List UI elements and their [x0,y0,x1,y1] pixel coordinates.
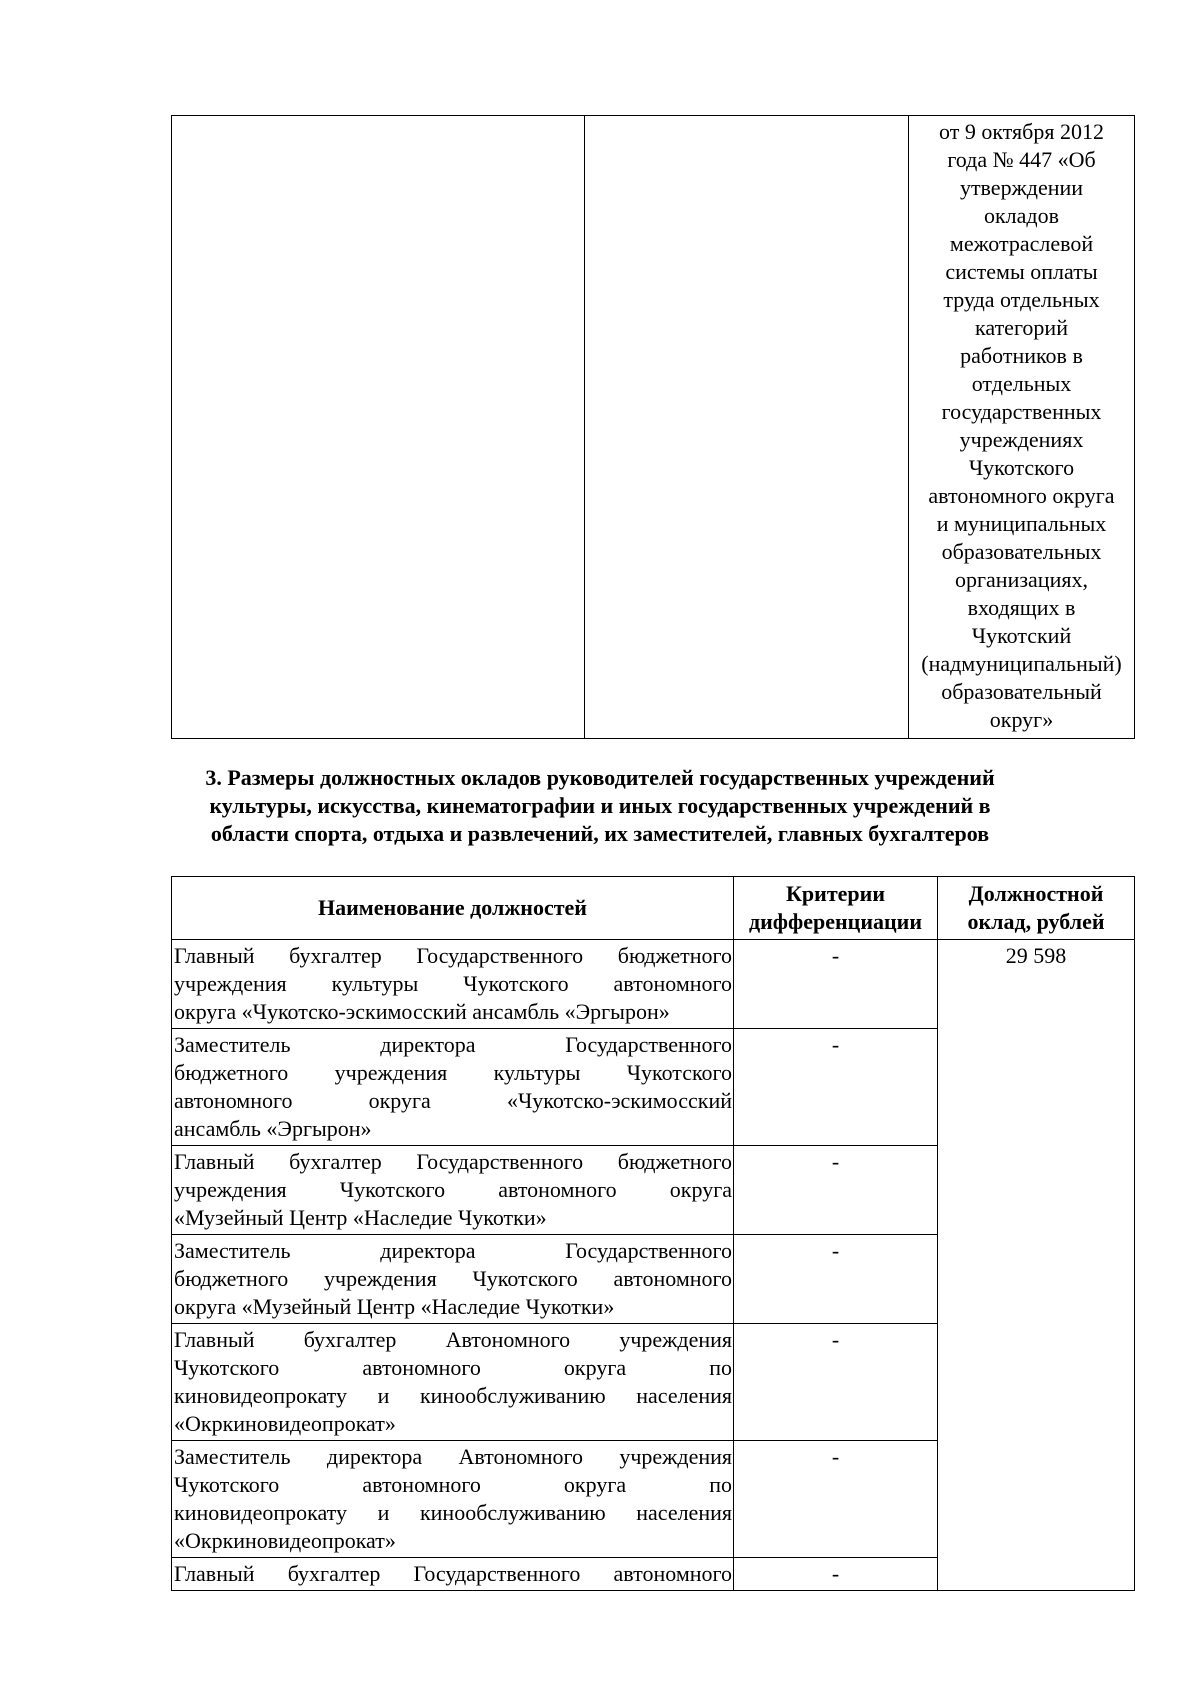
criteria-cell: - [734,1029,938,1146]
position-name-cell [172,940,734,1029]
salary-value-cell: 29 598 [938,940,1135,1591]
empty-cell-2 [585,116,909,739]
legal-reference-line: образовательный [941,679,1102,704]
position-name-line: учреждения Чукотского автономного округа [174,1177,732,1202]
position-name-line: Заместитель директора Государственного [174,1238,732,1263]
header-position-name: Наименование должностей [172,877,734,940]
section-heading-line: 3. Размеры должностных окладов руководителей государственных учреждений [205,765,995,790]
position-name-line: учреждения культуры Чукотского автономного [174,971,732,996]
position-name-line: бюджетного учреждения Чукотского автономного [174,1266,732,1291]
header-salary [938,877,1135,940]
position-name-cell [172,1029,734,1146]
header-criteria [734,877,938,940]
position-name-cell [172,1324,734,1441]
legal-reference-line: образовательных [941,539,1102,564]
criteria-cell: - [734,1146,938,1235]
position-name-cell [172,1441,734,1558]
table-header-row [172,877,1135,940]
legal-reference-line: (надмуниципальный) [921,651,1122,676]
legal-reference-line: организациях, [955,567,1088,592]
legal-reference-line: года № 447 «Об [947,147,1096,172]
legal-reference-cell [909,116,1135,739]
position-name-line: округа «Чукотско-эскимосский ансамбль «Эргырон» [174,999,670,1024]
position-name-cell [172,1235,734,1324]
section-heading-line: области спорта, отдыха и развлечений, их заместителей, главных бухгалтеров [210,821,990,846]
legal-reference-line: окладов [983,203,1059,228]
criteria-cell: - [734,1441,938,1558]
position-name-line: киновидеопрокату и кинообслуживанию населения [174,1500,732,1525]
position-name-line: округа «Музейный Центр «Наследие Чукотки» [174,1294,615,1319]
section-heading [150,764,1050,848]
position-name-line: «Окркиновидеопрокат» [174,1411,396,1436]
continuation-table [171,115,1135,739]
criteria-cell: - [734,1235,938,1324]
empty-cell-1 [172,116,585,739]
header-salary-line: оклад, рублей [967,909,1105,934]
legal-reference-line: категорий [975,315,1068,340]
header-criteria-line: дифференциации [748,909,923,934]
position-name-line: «Окркиновидеопрокат» [174,1528,396,1553]
position-name-line: ансамбль «Эргырон» [174,1116,372,1141]
position-name-line: «Музейный Центр «Наследие Чукотки» [174,1205,547,1230]
position-name-line: Главный бухгалтер Государственного автономного [174,1561,732,1586]
legal-reference-line: утверждении [959,175,1084,200]
position-name-line: Главный бухгалтер Государственного бюджетного [174,1149,732,1174]
section-heading-line: культуры, искусства, кинематографии и иных государственных учреждений в [209,793,991,818]
position-name-line: автономного округа «Чукотско-эскимосский [174,1088,732,1113]
position-name-cell [172,1146,734,1235]
legal-reference-line: и муниципальных [936,511,1107,536]
legal-reference-line: системы оплаты [945,259,1098,284]
criteria-cell: - [734,1558,938,1591]
legal-reference-line: межотраслевой [949,231,1094,256]
legal-reference-line: Чукотского [968,455,1075,480]
legal-reference-line: Чукотский [971,623,1072,648]
legal-reference-line: государственных [941,399,1102,424]
table-row [172,940,1135,1029]
legal-reference-line: труда отдельных [943,287,1100,312]
position-name-line: Чукотского автономного округа по [174,1355,732,1380]
legal-reference-line: учреждениях [959,427,1084,452]
position-name-line: Заместитель директора Автономного учреждения [174,1444,732,1469]
legal-reference-line: автономного округа [928,483,1115,508]
criteria-cell: - [734,940,938,1029]
legal-reference-line: округ» [989,707,1054,732]
position-name-line: Чукотского автономного округа по [174,1472,732,1497]
position-name-line: Главный бухгалтер Автономного учреждения [174,1327,732,1352]
position-name-line: Заместитель директора Государственного [174,1032,732,1057]
legal-reference-line: работников в [960,343,1083,368]
salary-table [171,876,1135,1591]
legal-reference-line: входящих в [967,595,1076,620]
position-name-line: бюджетного учреждения культуры Чукотского [174,1060,732,1085]
position-name-cell [172,1558,734,1591]
table-row [172,116,1135,739]
legal-reference-line: от 9 октября 2012 [939,119,1104,144]
legal-reference-line: отдельных [971,371,1072,396]
position-name-line: Главный бухгалтер Государственного бюджетного [174,943,732,968]
position-name-line: киновидеопрокату и кинообслуживанию населения [174,1383,732,1408]
header-criteria-line: Критерии [785,881,886,906]
criteria-cell: - [734,1324,938,1441]
header-salary-line: Должностной [968,881,1104,906]
